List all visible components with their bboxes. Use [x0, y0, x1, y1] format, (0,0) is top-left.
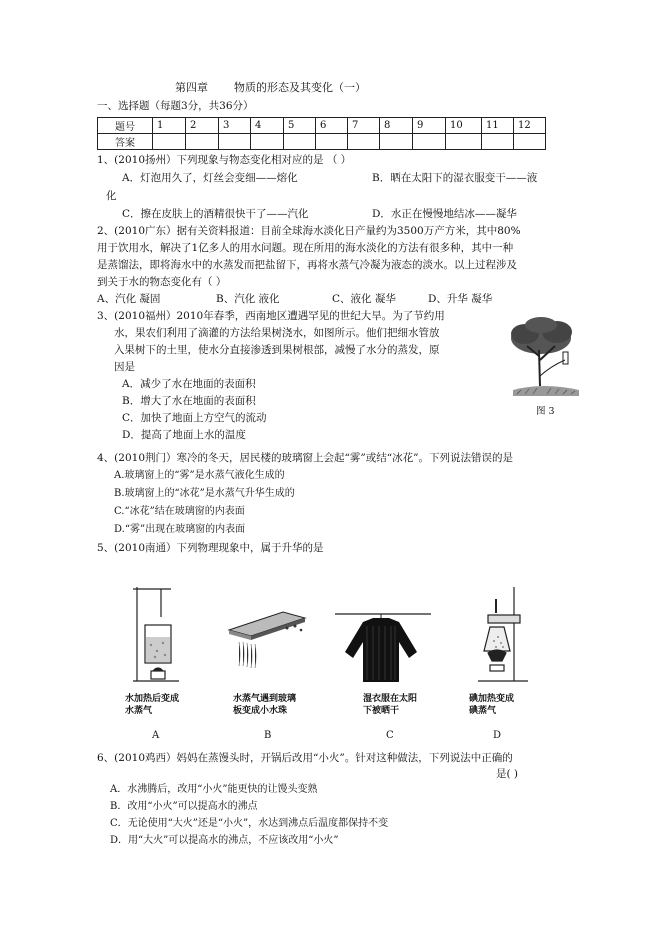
figure-b-letter: B: [264, 730, 272, 741]
question-3-line: 水，果农们利用了滴灌的方法给果树浇水，如图所示。他们把细水管放: [114, 327, 440, 339]
q1-option-d: D．水正在慢慢地结冰——凝华: [372, 208, 517, 220]
q1-option-c: C．擦在皮肤上的酒精很快干了——汽化: [122, 208, 309, 220]
page-title: [175, 81, 366, 95]
caption-line: 碘蒸气: [469, 706, 497, 716]
question-2-line: 是蒸馏法，即将海水中的水蒸发而把盐留下，再将水蒸气冷凝为液态的淡水。以上过程涉及: [97, 259, 517, 271]
q2-option-a: A、汽化 凝固: [97, 293, 161, 305]
q4-option-b: B.玻璃窗上的“冰花”是水蒸气升华生成的: [114, 488, 295, 499]
q6-option-d: D．用“大火”可以提高水的沸点，不应该改用“小火”: [110, 835, 339, 846]
question-3-line: 3、(2010福州）2010年春季，西南地区遭遇罕见的世纪大旱。为了节约用: [97, 310, 445, 322]
q1-option-b: B．晒在太阳下的湿衣服变干——液: [372, 172, 538, 184]
q4-option-a: A.玻璃窗上的“雾”是水蒸气液化生成的: [114, 470, 285, 481]
table-cell: 12: [514, 118, 546, 134]
q4-option-d: D.“雾”出现在玻璃窗的内表面: [114, 524, 246, 535]
table-row: [98, 134, 546, 150]
caption-line: 水加热后变成: [125, 694, 180, 704]
q6-option-b: B．改用“小火”可以提高水的沸点: [110, 801, 258, 812]
table-cell: 8: [380, 118, 413, 134]
table-cell: 7: [348, 118, 380, 134]
tree-drip-irrigation-figure: [503, 316, 583, 408]
figure-b-caption: [233, 693, 296, 717]
q3-option-a: A．减少了水在地面的表面积: [122, 378, 256, 390]
answer-cell[interactable]: [413, 134, 446, 150]
q2-option-d: D、升华 凝华: [428, 293, 493, 305]
answer-table: [97, 117, 546, 150]
table-cell: 4: [251, 118, 284, 134]
table-cell: 2: [186, 118, 219, 134]
figure-c-letter: C: [386, 730, 394, 741]
table-cell: 11: [482, 118, 514, 134]
figure-d-caption: [469, 693, 514, 717]
section-heading: 一、选择题（每题3分，共36分）: [97, 100, 254, 112]
q3-option-b: B．增大了水在地面的表面积: [122, 395, 256, 407]
table-row: [98, 118, 546, 134]
sweater-drying-figure: [333, 606, 433, 688]
caption-line: 湿衣服在太阳: [363, 694, 418, 704]
table-cell: 3: [219, 118, 251, 134]
answer-cell[interactable]: [251, 134, 284, 150]
question-2-line: 2、(2010广东）据有关资料报道：目前全球海水淡化日产量约为3500万产方米，其中80%: [97, 225, 521, 237]
answer-cell[interactable]: [446, 134, 482, 150]
caption-line: 水蒸气遇到玻璃: [233, 694, 297, 704]
question-2-line: 到关于水的物态变化有（ ）: [97, 276, 227, 288]
table-cell: 6: [316, 118, 348, 134]
question-5-stem: 5、(2010南通）下列物理现象中，属于升华的是: [97, 542, 324, 554]
q6-option-c: C．无论使用“大火”还是“小火”，水达到沸点后温度都保持不变: [110, 818, 389, 829]
table-cell: 10: [446, 118, 482, 134]
q3-option-c: C．加快了地面上方空气的流动: [122, 412, 267, 424]
beaker-heating-figure: [125, 583, 185, 689]
caption-line: 水蒸气: [125, 706, 153, 716]
chapter-title: 物质的形态及其变化（一）: [234, 81, 366, 94]
answer-cell[interactable]: [153, 134, 186, 150]
table-cell: 答案: [98, 134, 153, 150]
table-cell: 1: [153, 118, 186, 134]
figure-a-caption: [125, 693, 179, 717]
answer-cell[interactable]: [482, 134, 514, 150]
chapter-label: 第四章: [175, 81, 208, 94]
table-cell: 题号: [98, 118, 153, 134]
q2-option-c: C、液化 凝华: [332, 293, 396, 305]
table-cell: 9: [413, 118, 446, 134]
table-cell: 5: [284, 118, 316, 134]
q2-option-b: B、汽化 液化: [216, 293, 280, 305]
glass-plate-figure: [225, 606, 307, 676]
question-4-stem: 4、(2010荆门）寒冷的冬天，居民楼的玻璃窗上会起“雾”或结“冰花”。下列说法错误的是: [97, 452, 513, 464]
answer-cell[interactable]: [348, 134, 380, 150]
q4-option-c: C.“冰花”结在玻璃窗的内表面: [114, 506, 245, 517]
question-6-stem-end: 是( ): [496, 768, 519, 780]
q3-option-d: D．提高了地面上水的温度: [122, 429, 246, 441]
answer-cell[interactable]: [219, 134, 251, 150]
answer-cell[interactable]: [284, 134, 316, 150]
q1-option-b-cont: 化: [106, 190, 117, 202]
question-1-stem: 1、(2010扬州）下列现象与物态变化相对应的是 （ ）: [97, 154, 352, 166]
q6-option-a: A．水沸腾后，改用“小火”能更快的让馒头变熟: [110, 784, 318, 795]
answer-cell[interactable]: [186, 134, 219, 150]
iodine-heating-figure: [474, 585, 530, 689]
question-3-line: 入果树下的土里，使水分直接渗透到果树根部，减慢了水分的蒸发，原: [114, 344, 440, 356]
figure-c-caption: [363, 693, 417, 717]
caption-line: 碘加热变成: [469, 694, 515, 704]
question-2-line: 用于饮用水，解决了1亿多人的用水问题。现在所用的海水淡化的方法有很多种，其中一种: [97, 242, 514, 254]
answer-cell[interactable]: [316, 134, 348, 150]
q1-option-a: A．灯泡用久了，灯丝会变细——熔化: [122, 172, 298, 184]
answer-cell[interactable]: [380, 134, 413, 150]
figure-d-letter: D: [493, 730, 502, 741]
caption-line: 板变成小水珠: [233, 706, 288, 716]
question-3-line: 因是: [114, 361, 135, 373]
caption-line: 下被晒干: [363, 706, 400, 716]
figure-a-letter: A: [152, 730, 160, 741]
question-6-stem: 6、(2010鸡西）妈妈在蒸馒头时，开锅后改用“小火”。针对这种做法，下列说法中正确的: [97, 752, 513, 764]
figure-caption: 图 3: [536, 406, 555, 417]
answer-cell[interactable]: [514, 134, 546, 150]
